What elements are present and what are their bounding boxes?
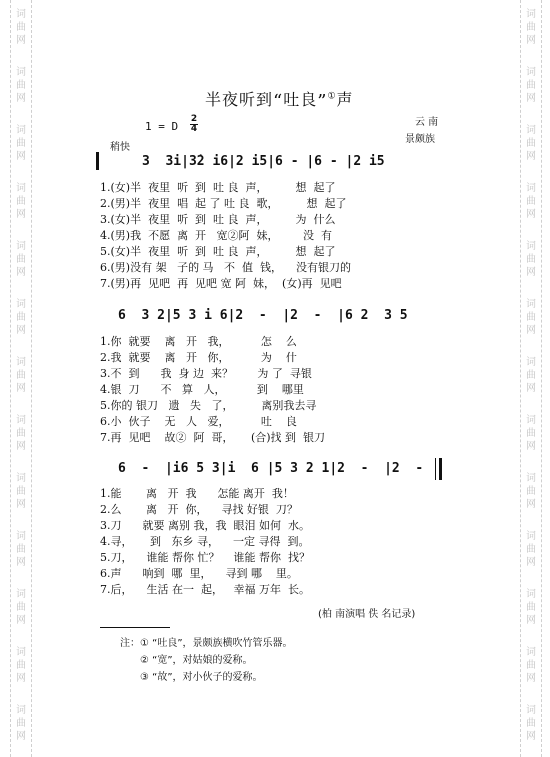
watermark-group — [11, 298, 31, 337]
watermark-char: 词 — [526, 531, 536, 542]
watermark-char: 词 — [16, 299, 26, 310]
watermark-group — [521, 298, 541, 337]
system1-notation: 3 3i|3̇2 i6|2 i5|6 - |6 - |2 i5 — [142, 154, 385, 169]
key-signature: 1 = D — [145, 120, 179, 133]
watermark-char: 词 — [16, 647, 26, 658]
watermark-char: 网 — [526, 383, 536, 394]
watermark-char: 词 — [526, 357, 536, 368]
system1-start-barline — [96, 152, 99, 170]
watermark-group — [521, 588, 541, 627]
lyric-line: 7.再 见吧 故② 阿 哥， (合)找 到 银刀 — [100, 431, 326, 444]
watermark-char: 曲 — [526, 428, 536, 439]
watermark-group — [521, 8, 541, 47]
watermark-char: 词 — [526, 299, 536, 310]
watermark-char: 词 — [16, 473, 26, 484]
watermark-char: 网 — [526, 325, 536, 336]
watermark-group — [521, 124, 541, 163]
lyric-line: 2.么 离 开 你， 寻找 好银 刀？ — [100, 503, 298, 516]
watermark-char: 网 — [526, 615, 536, 626]
origin-ethnic-group: 景颇族 — [405, 134, 435, 145]
lyric-line: 5.你的 银刀 遗 失 了， 离别我去寻 — [100, 399, 317, 412]
system3-notation: 6 - |i6 5 3|i 6 |5 3 2 1|2 - |2 - — [118, 461, 424, 476]
lyric-line: 6.小 伙子 无 人 爱， 吐 良 — [100, 415, 297, 428]
watermark-char: 网 — [16, 615, 26, 626]
watermark-char: 曲 — [526, 196, 536, 207]
watermark-char: 曲 — [526, 718, 536, 729]
final-barline-thin — [435, 458, 436, 480]
system2-notation: 6 3 2|5 3 i 6|2 - |2 - |6 2 3 5 — [118, 308, 408, 323]
watermark-char: 词 — [526, 67, 536, 78]
watermark-char: 曲 — [526, 80, 536, 91]
watermark-group — [521, 182, 541, 221]
tempo-marking: 稍快 — [110, 142, 130, 153]
watermark-group — [11, 704, 31, 743]
footnote-3: ③ “故”，对小伙子的爱称。 — [140, 672, 263, 683]
lyric-line: 5.刀， 谁能 帮你 忙？ 谁能 帮你 找？ — [100, 551, 310, 564]
title-open-quote: “ — [273, 91, 284, 112]
watermark-char: 网 — [16, 441, 26, 452]
watermark-group — [521, 66, 541, 105]
watermark-char: 网 — [16, 383, 26, 394]
lyric-line: 5.(女)半 夜里 听 到 吐 良 声， 想 起了 — [100, 245, 336, 258]
watermark-group — [11, 646, 31, 685]
watermark-char: 网 — [16, 499, 26, 510]
time-signature-top: 2 — [190, 114, 198, 124]
watermark-char: 词 — [526, 125, 536, 136]
watermark-char: 曲 — [526, 602, 536, 613]
watermark-group — [521, 240, 541, 279]
watermark-group — [521, 530, 541, 569]
performer-credit: (柏 南演唱 佚 名记录) — [318, 609, 416, 620]
watermark-char: 曲 — [526, 660, 536, 671]
lyric-line: 6.(男)没有 架 子的 马 不 值 钱， 没有银刀的 — [100, 261, 352, 274]
watermark-char: 曲 — [16, 254, 26, 265]
watermark-char: 词 — [16, 9, 26, 20]
watermark-char: 词 — [526, 241, 536, 252]
song-title — [205, 87, 354, 112]
final-barline-thick — [439, 458, 442, 480]
lyric-line: 1.(女)半 夜里 听 到 吐 良 声， 想 起了 — [100, 181, 336, 194]
watermark-char: 曲 — [16, 486, 26, 497]
watermark-char: 网 — [526, 209, 536, 220]
watermark-group — [11, 240, 31, 279]
watermark-group — [11, 414, 31, 453]
watermark-char: 曲 — [526, 486, 536, 497]
lyric-line: 3.刀 就要 离别 我，我 眼泪 如何 水。 — [100, 519, 310, 532]
watermark-char: 曲 — [16, 196, 26, 207]
watermark-char: 网 — [16, 267, 26, 278]
watermark-group — [11, 8, 31, 47]
watermark-char: 曲 — [16, 718, 26, 729]
time-signature-bottom: 4 — [190, 124, 198, 134]
watermark-group — [11, 530, 31, 569]
lyric-line: 2.我 就要 离 开 你， 为 什 — [100, 351, 297, 364]
watermark-char: 网 — [16, 93, 26, 104]
watermark-char: 曲 — [526, 138, 536, 149]
watermark-char: 网 — [16, 35, 26, 46]
watermark-char: 曲 — [16, 370, 26, 381]
watermark-char: 网 — [16, 325, 26, 336]
origin-region: 云 南 — [415, 117, 439, 128]
title-word: 吐良 — [283, 90, 318, 109]
watermark-char: 曲 — [526, 544, 536, 555]
watermark-char: 网 — [526, 557, 536, 568]
watermark-char: 网 — [526, 731, 536, 742]
watermark-char: 词 — [526, 415, 536, 426]
watermark-char: 网 — [526, 673, 536, 684]
watermark-group — [11, 356, 31, 395]
watermark-group — [11, 182, 31, 221]
watermark-group — [521, 414, 541, 453]
watermark-char: 词 — [16, 357, 26, 368]
lyric-line: 7.(男)再 见吧 再 见吧 宽 阿 妹， (女)再 见吧 — [100, 277, 342, 290]
watermark-char: 词 — [526, 589, 536, 600]
footnote-1: 注：① “吐良”，景颇族横吹竹管乐器。 — [120, 638, 293, 649]
watermark-char: 曲 — [16, 138, 26, 149]
watermark-group — [521, 646, 541, 685]
watermark-char: 词 — [526, 473, 536, 484]
watermark-group — [11, 472, 31, 511]
title-footnote-mark: ① — [327, 91, 337, 102]
watermark-char: 曲 — [16, 22, 26, 33]
watermark-char: 网 — [526, 151, 536, 162]
watermark-char: 曲 — [526, 22, 536, 33]
lyric-line: 6.声 响到 哪 里， 寻到 哪 里。 — [100, 567, 298, 580]
watermark-char: 网 — [16, 557, 26, 568]
watermark-char: 曲 — [526, 312, 536, 323]
watermark-char: 词 — [526, 183, 536, 194]
watermark-char: 词 — [526, 705, 536, 716]
time-signature — [190, 115, 198, 134]
watermark-char: 曲 — [526, 254, 536, 265]
title-suffix: 声 — [336, 90, 354, 109]
watermark-char: 词 — [526, 9, 536, 20]
watermark-char: 词 — [16, 531, 26, 542]
watermark-char: 词 — [16, 241, 26, 252]
watermark-char: 网 — [16, 673, 26, 684]
lyric-line: 4.银 刀 不 算 人， 到 哪里 — [100, 383, 304, 396]
watermark-char: 网 — [526, 267, 536, 278]
lyric-line: 7.后， 生活 在一 起， 幸福 万年 长。 — [100, 583, 310, 596]
lyric-line: 2.(男)半 夜里 唱 起 了 吐 良 歌， 想 起了 — [100, 197, 347, 210]
watermark-group — [521, 472, 541, 511]
watermark-char: 曲 — [16, 312, 26, 323]
watermark-char: 曲 — [16, 544, 26, 555]
lyric-line: 1.能 离 开 我 怎能 离开 我！ — [100, 487, 294, 500]
footnote-rule — [100, 627, 170, 628]
watermark-char: 网 — [16, 151, 26, 162]
right-watermark-column — [521, 0, 541, 757]
watermark-group — [11, 66, 31, 105]
watermark-char: 曲 — [16, 660, 26, 671]
watermark-char: 词 — [16, 589, 26, 600]
watermark-group — [521, 704, 541, 743]
watermark-group — [521, 356, 541, 395]
lyric-line: 3.(女)半 夜里 听 到 吐 良 声， 为 什么 — [100, 213, 336, 226]
footnote-2: ② “宽”，对姑娘的爱称。 — [140, 655, 253, 666]
title-close-quote: ” — [317, 91, 328, 112]
lyric-line: 3.不 到 我 身 边 来？ 为 了 寻银 — [100, 367, 312, 380]
watermark-char: 网 — [526, 499, 536, 510]
watermark-char: 曲 — [526, 370, 536, 381]
watermark-char: 网 — [526, 35, 536, 46]
watermark-char: 网 — [16, 731, 26, 742]
watermark-char: 词 — [526, 647, 536, 658]
watermark-char: 曲 — [16, 428, 26, 439]
watermark-group — [11, 124, 31, 163]
left-watermark-column — [11, 0, 31, 757]
watermark-char: 曲 — [16, 602, 26, 613]
lyric-line: 4.(男)我 不愿 离 开 宽②阿 妹， 没 有 — [100, 229, 333, 242]
watermark-char: 网 — [526, 93, 536, 104]
watermark-char: 网 — [526, 441, 536, 452]
watermark-char: 曲 — [16, 80, 26, 91]
watermark-char: 词 — [16, 67, 26, 78]
title-prefix: 半夜听到 — [205, 90, 274, 109]
watermark-char: 词 — [16, 125, 26, 136]
watermark-char: 词 — [16, 183, 26, 194]
watermark-char: 词 — [16, 415, 26, 426]
lyric-line: 1.你 就要 离 开 我， 怎 么 — [100, 335, 297, 348]
watermark-group — [11, 588, 31, 627]
lyric-line: 4.寻， 到 东乡 寻， 一定 寻得 到。 — [100, 535, 310, 548]
watermark-char: 网 — [16, 209, 26, 220]
watermark-char: 词 — [16, 705, 26, 716]
